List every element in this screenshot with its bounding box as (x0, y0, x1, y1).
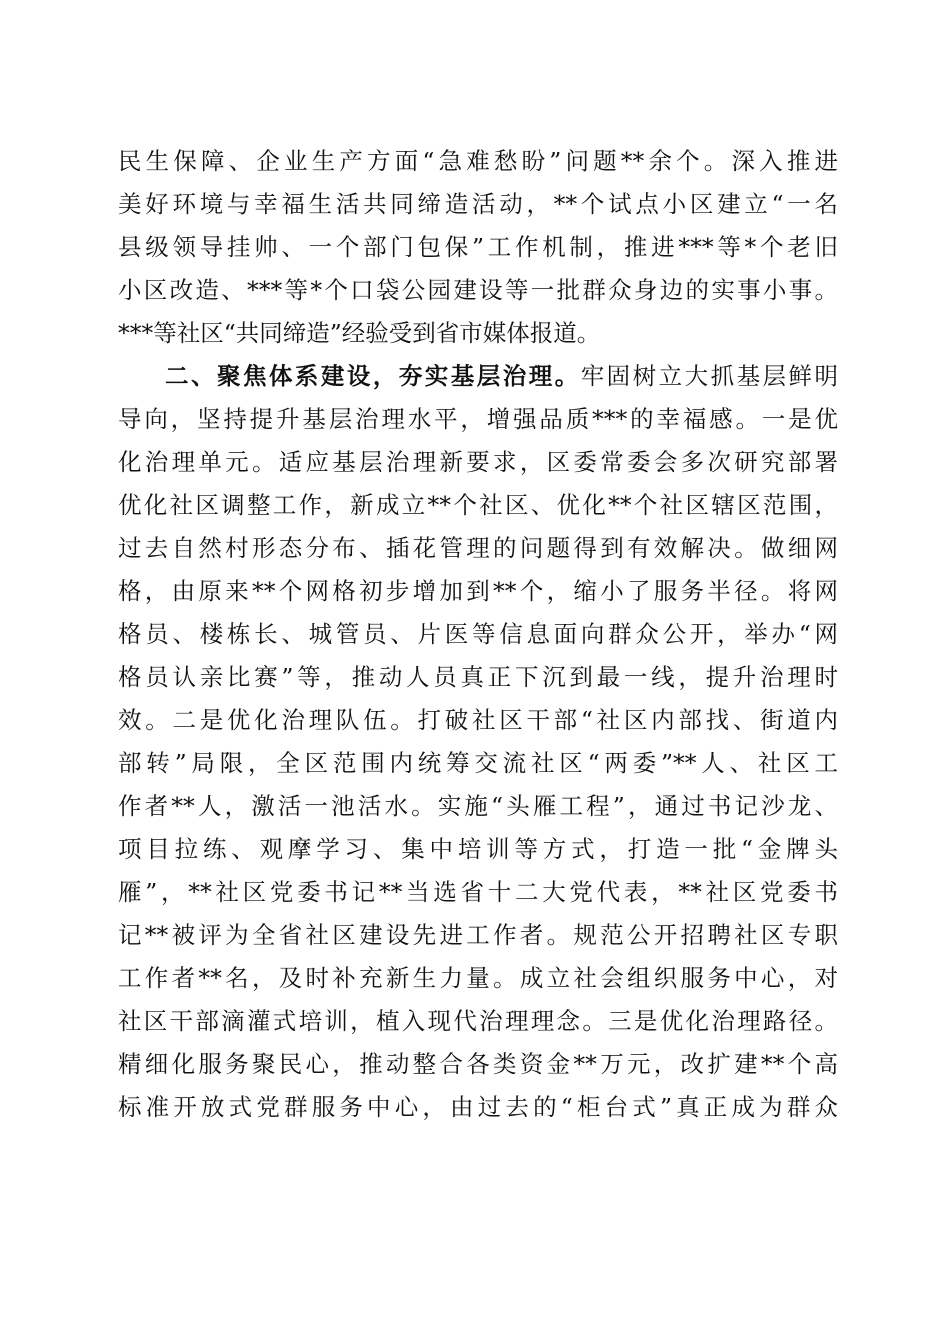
paragraph-2-line: 精细化服务聚民心，推动整合各类资金**万元，改扩建**个高 (118, 1050, 838, 1078)
paragraph-1-line: 民生保障、企业生产方面“急难愁盼”问题**余个。深入推进 (118, 147, 838, 175)
paragraph-1-line: 小区改造、***等*个口袋公园建设等一批群众身边的实事小事。 (118, 276, 838, 304)
paragraph-2-line: 效。二是优化治理队伍。打破社区干部“社区内部找、街道内 (118, 706, 838, 734)
paragraph-1 (118, 140, 838, 355)
paragraph-2-line: 雁”，**社区党委书记**当选省十二大党代表，**社区党委书 (118, 878, 838, 906)
paragraph-2-line: 记**被评为全省社区建设先进工作者。规范公开招聘社区专职 (118, 921, 838, 949)
paragraph-2-line: 优化社区调整工作，新成立**个社区、优化**个社区辖区范围， (118, 491, 838, 519)
paragraph-2 (118, 355, 838, 1129)
paragraph-2-line: 过去自然村形态分布、插花管理的问题得到有效解决。做细网 (118, 534, 838, 562)
paragraph-2-line: 社区干部滴灌式培训，植入现代治理理念。三是优化治理路径。 (118, 1007, 838, 1035)
paragraph-2-line: 项目拉练、观摩学习、集中培训等方式，打造一批“金牌头 (118, 835, 838, 863)
paragraph-2-line: 格员、楼栋长、城管员、片医等信息面向群众公开，举办“网 (118, 620, 838, 648)
paragraph-2-line: 格，由原来**个网格初步增加到**个，缩小了服务半径。将网 (118, 577, 838, 605)
paragraph-1-line: 县级领导挂帅、一个部门包保”工作机制，推进***等*个老旧 (118, 233, 838, 261)
paragraph-1-line: 美好环境与幸福生活共同缔造活动，**个试点小区建立“一名 (118, 190, 838, 218)
paragraph-2-line: 标准开放式党群服务中心，由过去的“柜台式”真正成为群众 (118, 1093, 838, 1121)
paragraph-2-line: 格员认亲比赛”等，推动人员真正下沉到最一线，提升治理时 (118, 663, 838, 691)
document-body (118, 140, 838, 1129)
paragraph-2-line: 作者**人，激活一池活水。实施“头雁工程”，通过书记沙龙、 (118, 792, 838, 820)
paragraph-1-line: ***等社区“共同缔造”经验受到省市媒体报道。 (118, 319, 601, 347)
paragraph-2-line: 化治理单元。适应基层治理新要求，区委常委会多次研究部署 (118, 448, 838, 476)
paragraph-2-line: 部转”局限，全区范围内统筹交流社区“两委”**人、社区工 (118, 749, 838, 777)
paragraph-2-line: 工作者**名，及时补充新生力量。成立社会组织服务中心，对 (118, 964, 838, 992)
paragraph-2-line: 导向，坚持提升基层治理水平，增强品质***的幸福感。一是优 (118, 405, 838, 433)
paragraph-2-first-line-text: 牢固树立大抓基层鲜明 (580, 362, 838, 390)
paragraph-2-first-line (118, 355, 838, 398)
section-heading: 二、聚焦体系建设，夯实基层治理。 (165, 362, 581, 390)
